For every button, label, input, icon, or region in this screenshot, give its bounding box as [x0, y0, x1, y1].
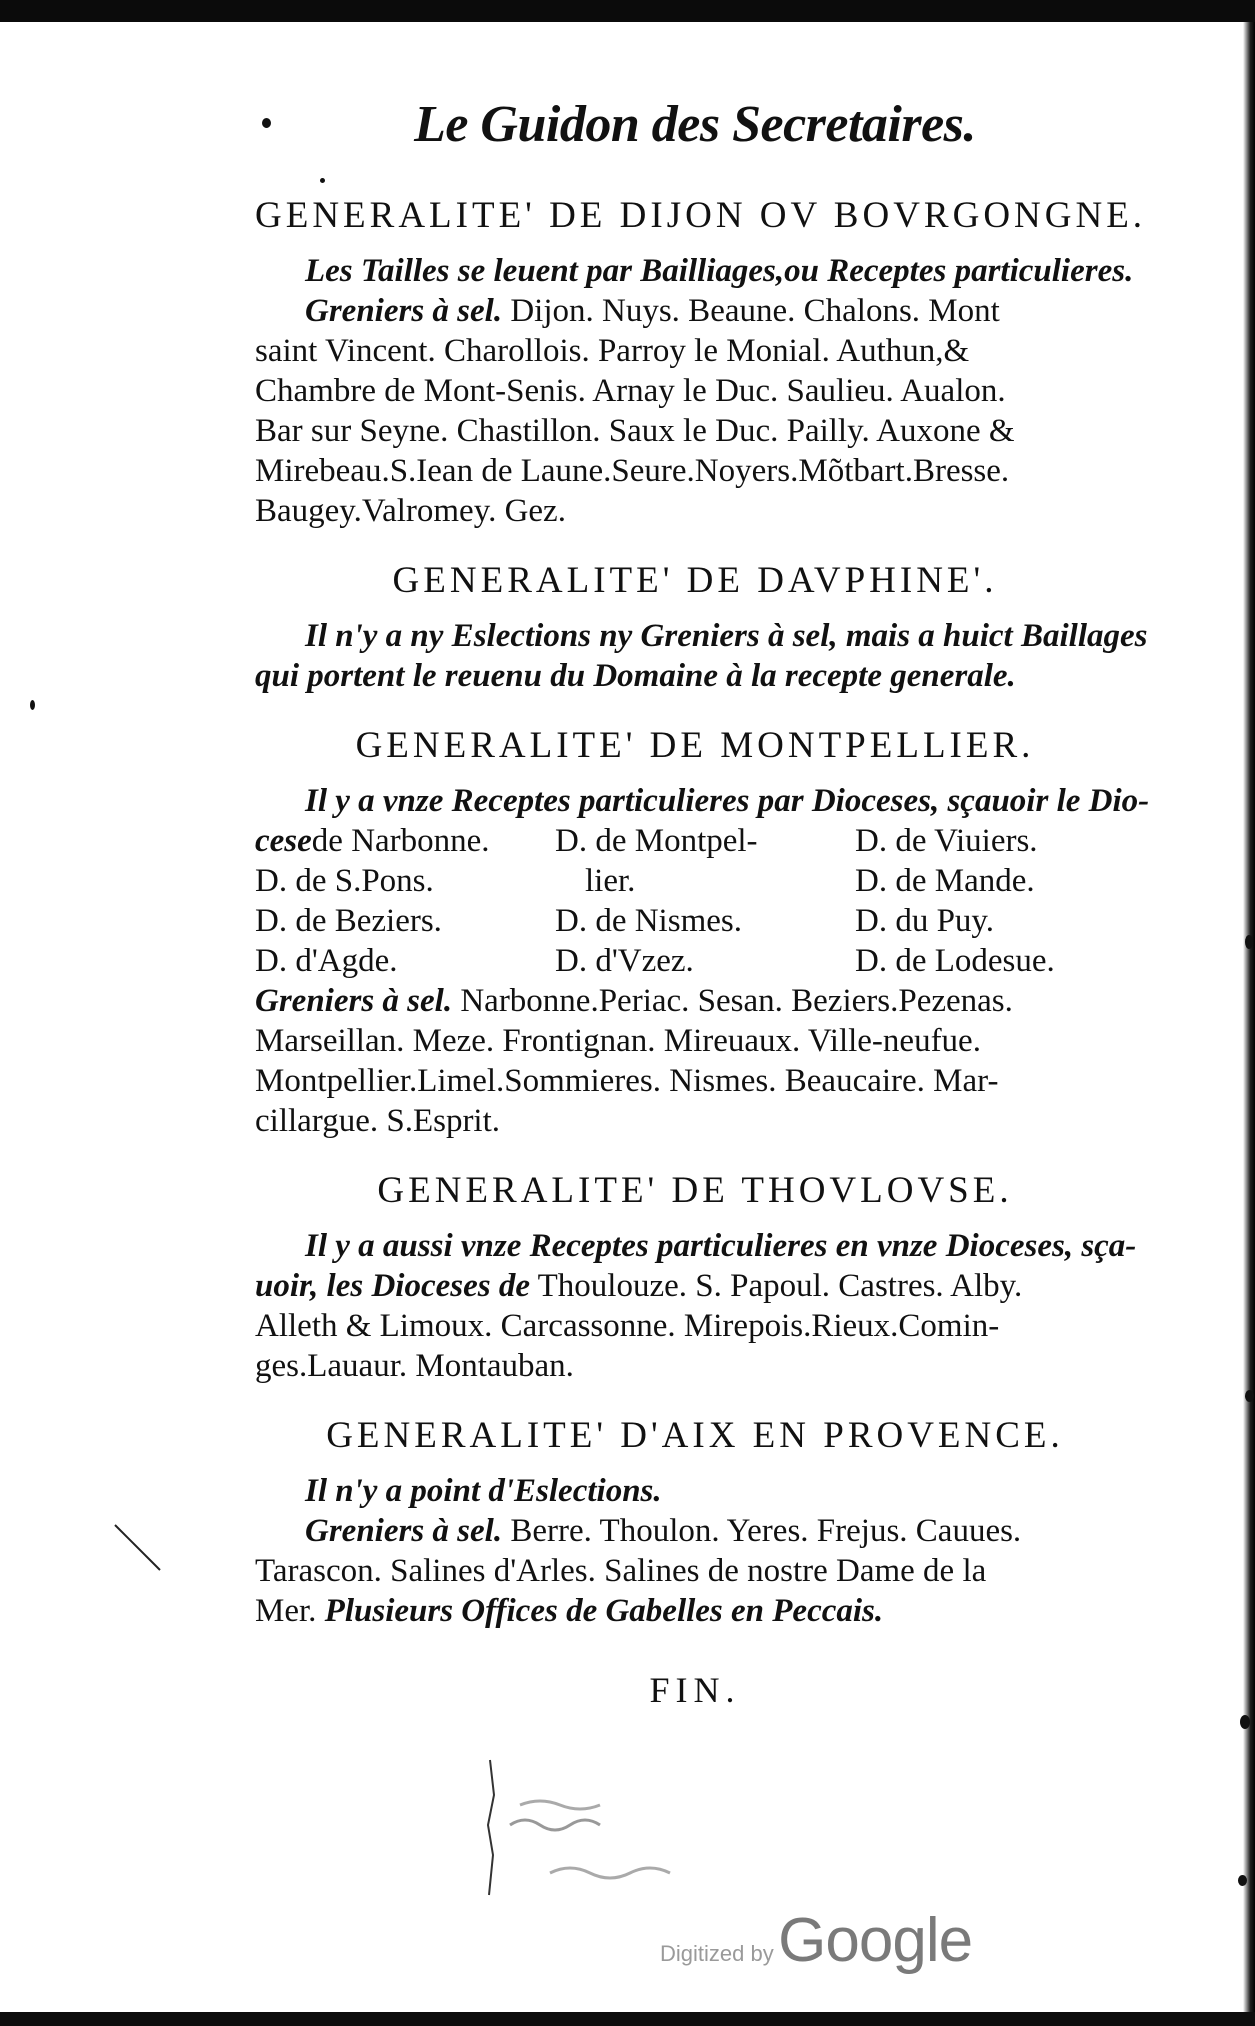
text-line: Mirebeau.S.Iean de Laune.Seure.Noyers.Mõtbart.Bresse.	[255, 453, 1010, 489]
digitization-watermark	[660, 1905, 972, 1976]
google-logo: Google	[778, 1906, 973, 1975]
text-line: Mer. Plusieurs Offices de Gabelles en Peccais.	[255, 1593, 884, 1629]
text-line: ges.Lauaur. Montauban.	[255, 1348, 574, 1384]
text-line: Il n'y a ny Eslections ny Greniers à sel, mais a huict Baillages	[305, 618, 1148, 654]
diocese-cell: D. de Beziers.	[255, 903, 442, 939]
text-line: cillargue. S.Esprit.	[255, 1103, 501, 1139]
text-line: Il n'y a point d'Eslections.	[305, 1473, 662, 1509]
section-heading: GENERALITE' DE DAVPHINE'.	[392, 560, 998, 601]
diocese-cell: cesede Narbonne.	[255, 823, 490, 859]
diocese-cell: D. de Nismes.	[555, 903, 742, 939]
section-dijon	[255, 194, 1147, 531]
section-montpellier	[255, 724, 1150, 1141]
text-line: uoir, les Dioceses de Thoulouze. S. Papoul. Castres. Alby.	[255, 1268, 1023, 1304]
book-page	[255, 95, 1150, 1711]
diocese-cell: D. de Lodesue.	[855, 943, 1055, 979]
text-line: Montpellier.Limel.Sommieres. Nismes. Beaucaire. Mar-	[255, 1063, 999, 1099]
text-line: Marseillan. Meze. Frontignan. Mireuaux. Ville-neufue.	[255, 1023, 981, 1059]
text-line: qui portent le reuenu du Domaine à la recepte generale.	[255, 658, 1016, 694]
fin-mark: FIN.	[649, 1670, 741, 1710]
text-line: saint Vincent. Charollois. Parroy le Monial. Authun,&	[255, 333, 970, 369]
text-line: Baugey.Valromey. Gez.	[255, 493, 566, 529]
text-line: Chambre de Mont-Senis. Arnay le Duc. Saulieu. Aualon.	[255, 373, 1006, 409]
scan-bottom-border	[0, 2012, 1255, 2026]
section-heading: GENERALITE' D'AIX EN PROVENCE.	[326, 1415, 1064, 1456]
section-aix-en-provence	[255, 1414, 1135, 1631]
diocese-cell: D. de Montpel-	[555, 823, 758, 859]
diocese-cell: D. d'Vzez.	[555, 943, 694, 979]
section-heading: GENERALITE' DE THOVLOVSE.	[377, 1170, 1013, 1211]
diocese-table	[255, 821, 1135, 981]
scan-top-border	[0, 0, 1255, 22]
section-heading: GENERALITE' DE DIJON OV BOVRGONGNE.	[255, 195, 1147, 236]
diocese-cell: D. de Viuiers.	[855, 823, 1038, 859]
watermark-prefix: Digitized by	[660, 1941, 774, 1966]
text-line: Alleth & Limoux. Carcassonne. Mirepois.Rieux.Comin-	[255, 1308, 1000, 1344]
text-line: Il y a vnze Receptes particulieres par Dioceses, sçauoir le Dio-	[305, 783, 1150, 819]
text-line: Bar sur Seyne. Chastillon. Saux le Duc. Pailly. Auxone &	[255, 413, 1015, 449]
diocese-cell: lier.	[585, 863, 636, 899]
text-line: Greniers à sel. Narbonne.Periac. Sesan. Beziers.Pezenas.	[255, 983, 1013, 1019]
text-line: Greniers à sel. Dijon. Nuys. Beaune. Chalons. Mont	[305, 293, 1000, 329]
library-stamp-icon	[480, 1755, 740, 1920]
diocese-cell: D. du Puy.	[855, 903, 995, 939]
section-dauphine	[255, 559, 1148, 696]
text-line: Tarascon. Salines d'Arles. Salines de nostre Dame de la	[255, 1553, 987, 1589]
diocese-cell: D. de Mande.	[855, 863, 1035, 899]
scan-stroke-icon	[110, 1520, 170, 1580]
text-line: Greniers à sel. Berre. Thoulon. Yeres. Frejus. Cauues.	[305, 1513, 1022, 1549]
text-line: Les Tailles se leuent par Bailliages,ou Receptes particulieres.	[305, 253, 1134, 289]
diocese-cell: D. de S.Pons.	[255, 863, 434, 899]
section-heading: GENERALITE' DE MONTPELLIER.	[355, 725, 1035, 766]
running-header: Le Guidon des Secretaires.	[414, 96, 976, 153]
text-line: Il y a aussi vnze Receptes particulieres en vnze Dioceses, sça-	[305, 1228, 1137, 1264]
diocese-cell: D. d'Agde.	[255, 943, 398, 979]
section-thoulouse	[255, 1169, 1135, 1386]
